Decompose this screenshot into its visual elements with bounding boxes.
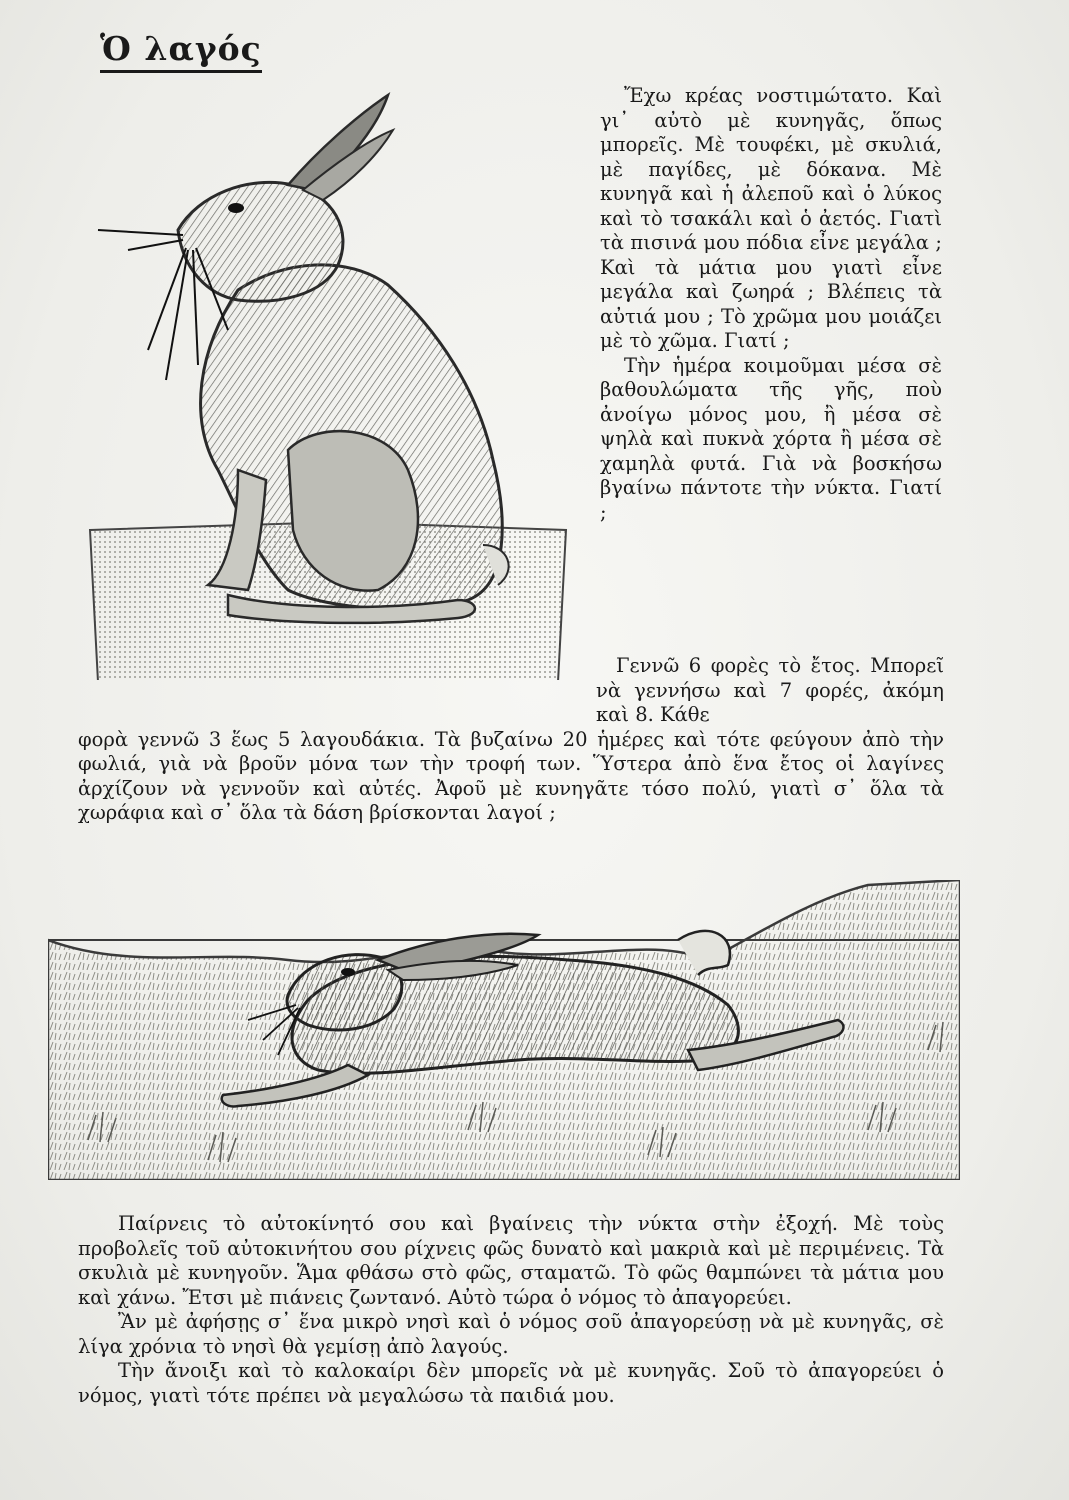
paragraph-6: Τὴν ἄνοιξι καὶ τὸ καλοκαίρι δὲν μπορεῖς νὰ μὲ κυνηγᾶς. Σοῦ τὸ ἀπαγορεύει ὁ νόμος, γιατὶ τότε πρέπει νὰ μεγαλώσω τὰ παιδιά μου.: [78, 1359, 944, 1407]
paragraph-4: Παίρνεις τὸ αὐτοκίνητό σου καὶ βγαίνεις τὴν νύκτα στὴν ἐξοχή. Μὲ τοὺς προβολεῖς τοῦ αὐτοκινήτου σου ρίχνεις φῶς δυνατὸ καὶ μακριὰ καὶ μὲ περιμένεις. Τὰ σκυλιὰ μὲ κυνηγοῦν. Ἅμα φθάσω στὸ φῶς, σταματῶ. Τὸ φῶς θαμπώνει τὰ μάτια μου καὶ χάνω. Ἔτσι μὲ πιάνεις ζωντανό. Αὐτὸ τώρα ὁ νόμος τὸ ἀπαγορεύει.: [78, 1212, 944, 1309]
paragraph-3-continuation: φορὰ γεννῶ 3 ἕως 5 λαγουδάκια. Τὰ βυζαίνω 20 ἡμέρες καὶ τότε φεύγουν ἀπὸ τὴν φωλιά, γιὰ νὰ βροῦν μόνα των τὴν τροφή των. Ὕστερα ἀπὸ ἕνα ἔτος οἱ λαγίνες ἀρχίζουν νὰ γεννοῦν καὶ αὐτές. Ἀφοῦ μὲ κυνηγᾶτε τόσο πολύ, γιατὶ σ᾿ ὅλα τὰ χωράφια καὶ σ᾿ ὅλα τὰ δάση βρίσκονται λαγοί ;: [78, 727, 944, 824]
paragraph-2: Τὴν ἡμέρα κοιμοῦμαι μέσα σὲ βαθουλώματα τῆς γῆς, ποὺ ἀνοίγω μόνος μου, ἢ μέσα σὲ ψηλὰ καὶ πυκνὰ χόρτα ἢ μέσα σὲ χαμηλὰ φυτά. Γιὰ νὰ βοσκήσω βγαίνω πάντοτε τὴν νύκτα. Γιατί ;: [600, 353, 942, 524]
running-hare-illustration: [48, 880, 960, 1180]
sitting-hare-illustration: [88, 90, 568, 680]
bottom-text-block: [78, 1212, 944, 1408]
middle-text-block: [78, 654, 944, 826]
right-text-column: [600, 84, 942, 525]
paragraph-5: Ἂν μὲ ἀφήσῃς σ᾿ ἕνα μικρὸ νησὶ καὶ ὁ νόμος σοῦ ἀπαγορεύσῃ νὰ μὲ κυνηγᾶς, σὲ λίγα χρόνια τὸ νησὶ θὰ γεμίσῃ ἀπὸ λαγούς.: [78, 1310, 944, 1358]
paragraph-3-start: Γεννῶ 6 φορὲς τὸ ἔτος. Μπορεῖ νὰ γεννήσω καὶ 7 φορές, ἀκόμη καὶ 8. Κάθε: [596, 654, 944, 726]
paragraph-1: Ἔχω κρέας νοστιμώτατο. Καὶ γι᾿ αὐτὸ μὲ κυνηγᾶς, ὅπως μπορεῖς. Μὲ τουφέκι, μὲ σκυλιά, μὲ παγίδες, μὲ δόκανα. Μὲ κυνηγᾶ καὶ ἡ ἀλεποῦ καὶ ὁ λύκος καὶ τὸ τσακάλι καὶ ὁ ἀετός. Γιατὶ τὰ πισινά μου πόδια εἶνε μεγάλα ; Καὶ τὰ μάτια μου γιατὶ εἶνε μεγάλα καὶ ζωηρά ; Βλέπεις τὰ αὐτιά μου ; Τὸ χρῶμα μου μοιάζει μὲ τὸ χῶμα. Γιατί ;: [600, 84, 942, 352]
page-title: Ὁ λαγός: [100, 30, 262, 73]
